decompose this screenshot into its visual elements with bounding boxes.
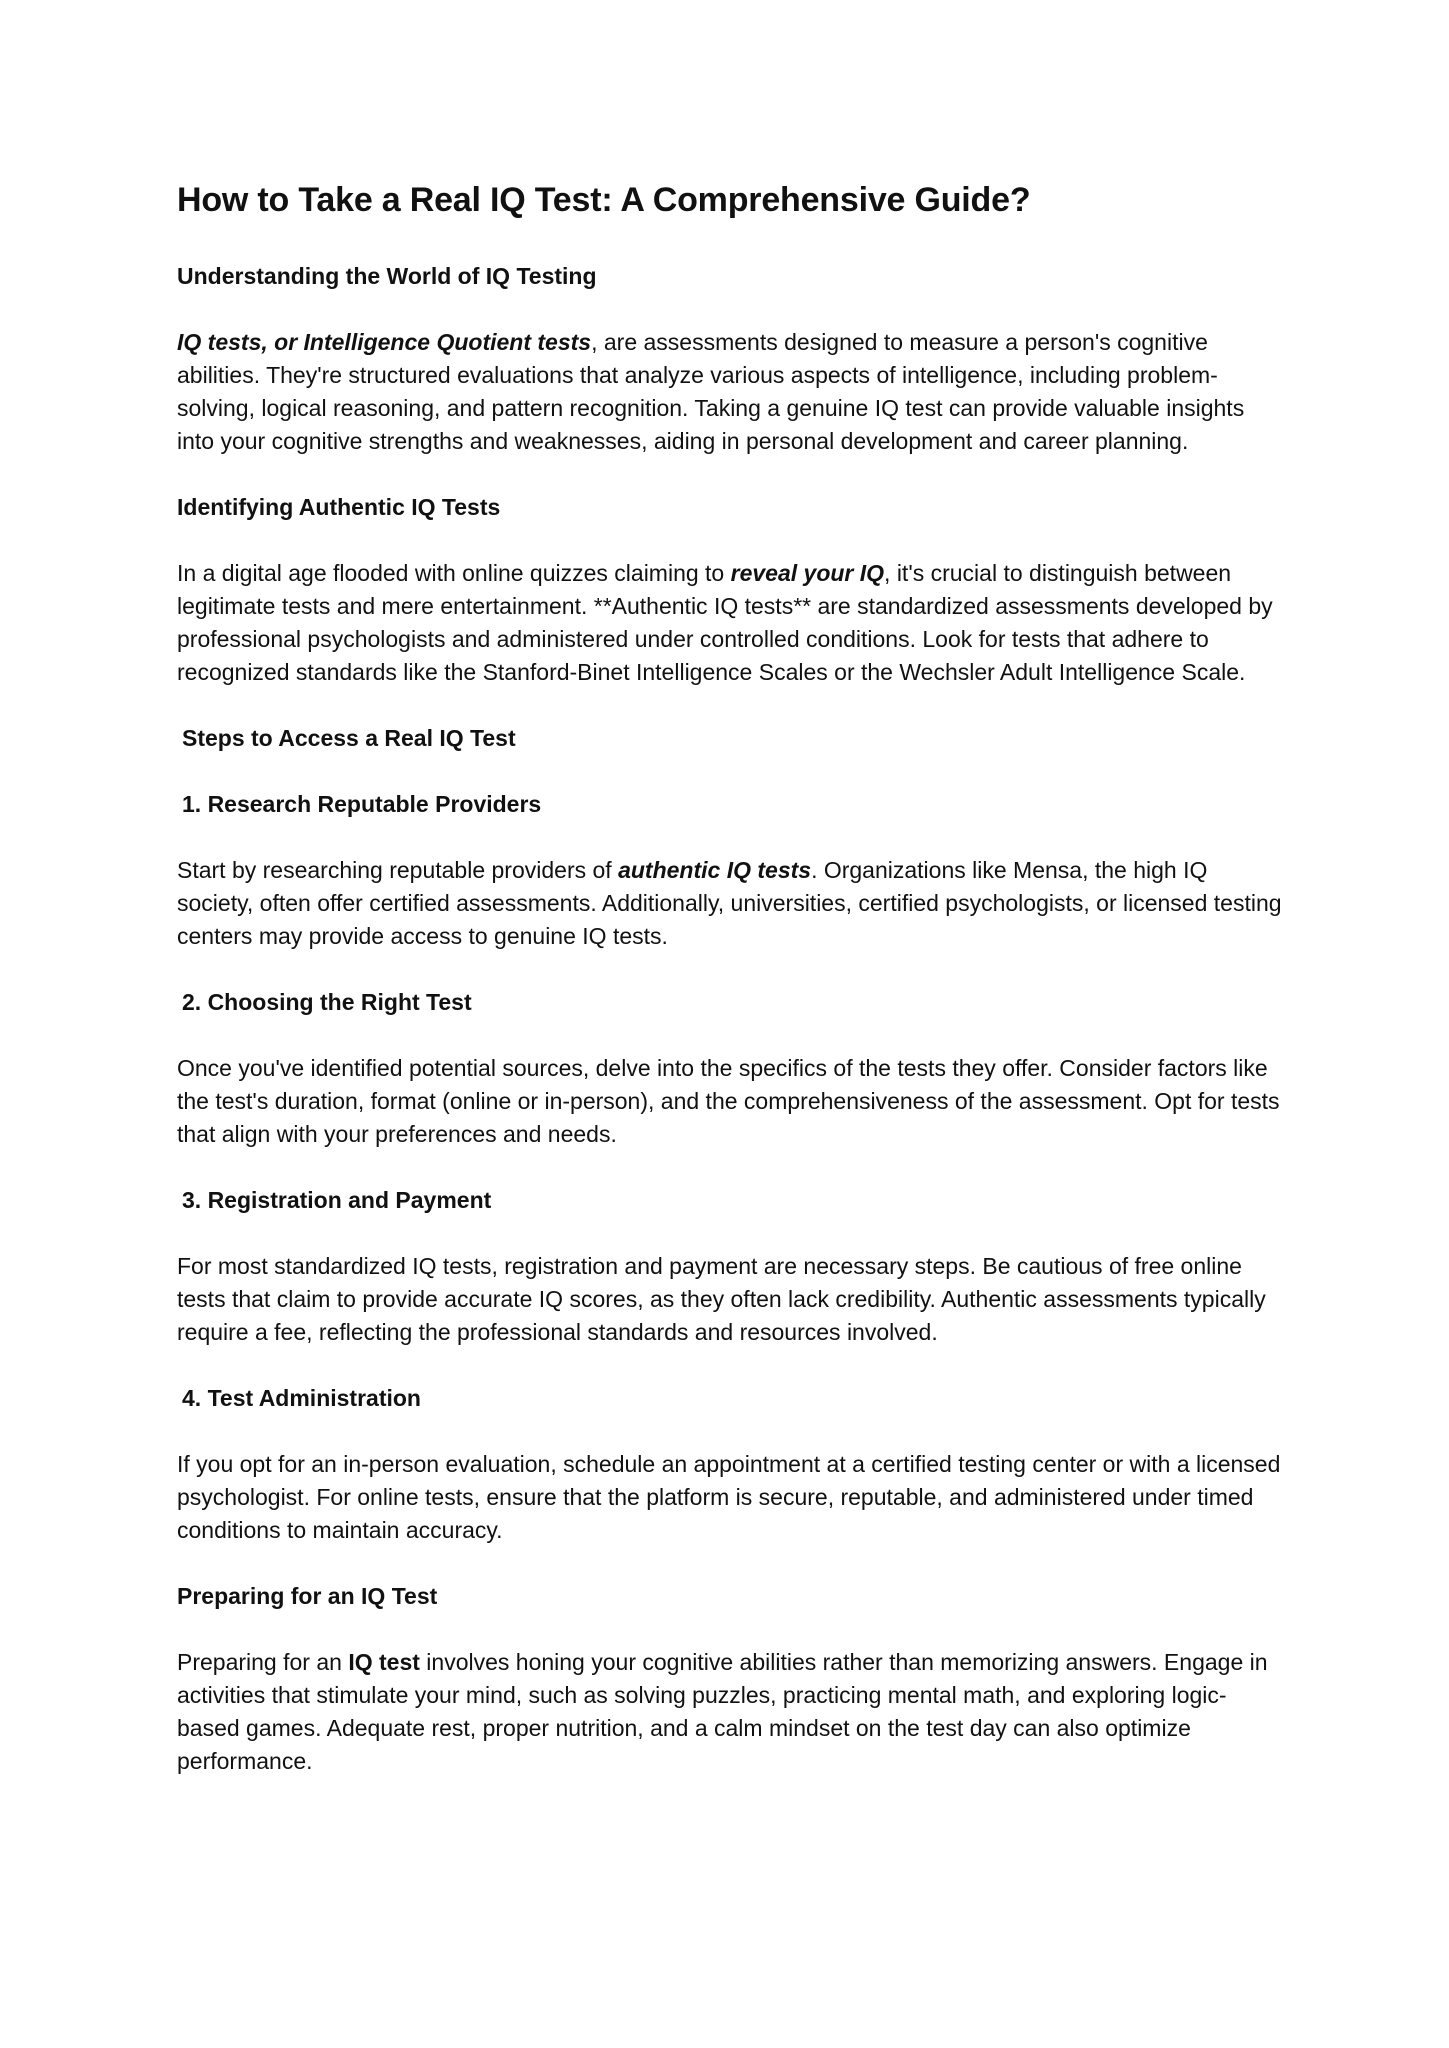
heading-step-3: 3. Registration and Payment [182,1187,492,1213]
heading-step-2: 2. Choosing the Right Test [182,989,472,1015]
emphasis-reveal-your-iq: reveal your IQ [730,560,885,586]
paragraph-preparing-text-end: involves honing your cognitive abilities rather than memorizing answers. Engage in activities that stimulate your mind, such as solving puzzles, practicing mental math, and exploring logic-based games. Adequate rest, proper nutrition, and a calm mindset on the test day can also optimize performance. [177,1649,1268,1774]
paragraph-understanding [177,326,1287,458]
paragraph-understanding-text: , are assessments designed to measure a person's cognitive abilities. They're structured evaluations that analyze various aspects of intelligence, including problem-solving, logical reasoning, and pattern recognition. Taking a genuine IQ test can provide valuable insights into your cognitive strengths and weaknesses, aiding in personal development and career planning. [177,329,1245,454]
heading-understanding: Understanding the World of IQ Testing [177,263,597,289]
heading-identifying: Identifying Authentic IQ Tests [177,494,501,520]
document-title: How to Take a Real IQ Test: A Comprehensive Guide? [177,181,1031,219]
paragraph-step-3: For most standardized IQ tests, registration and payment are necessary steps. Be cautious of free online tests that claim to provide accurate IQ scores, as they often lack credibility. Authentic assessments typically require a fee, reflecting the professional standards and resources involved. [177,1253,1266,1345]
paragraph-preparing-text-start: Preparing for an [177,1649,349,1675]
paragraph-identifying-text-end: , it's crucial to distinguish between legitimate tests and mere entertainment. **Authentic IQ tests** are standardized assessments developed by professional psychologists and administered under controlled conditions. Look for tests that adhere to recognized standards like the Stanford-Binet Intelligence Scales or the Wechsler Adult Intelligence Scale. [177,560,1273,685]
heading-preparing: Preparing for an IQ Test [177,1583,438,1609]
paragraph-step-4: If you opt for an in-person evaluation, schedule an appointment at a certified testing center or with a licensed psychologist. For online tests, ensure that the platform is secure, reputable, and administered under timed conditions to maintain accuracy. [177,1451,1281,1543]
paragraph-preparing [177,1646,1287,1778]
paragraph-step-1-text-start: Start by researching reputable providers of [177,857,619,883]
paragraph-identifying-text-start: In a digital age flooded with online quizzes claiming to [177,560,731,586]
heading-steps: Steps to Access a Real IQ Test [182,725,516,751]
emphasis-authentic-iq-tests: authentic IQ tests [618,857,812,883]
emphasis-iq-tests: IQ tests, or Intelligence Quotient tests [177,329,592,355]
paragraph-step-1 [177,854,1287,953]
paragraph-identifying [177,557,1287,689]
paragraph-step-2: Once you've identified potential sources, delve into the specifics of the tests they offer. Consider factors like the test's duration, format (online or in-person), and the comprehensiveness of the assessment. Opt for tests that align with your preferences and needs. [177,1055,1280,1147]
heading-step-1: 1. Research Reputable Providers [182,791,542,817]
document-content [177,178,1287,1811]
heading-step-4: 4. Test Administration [182,1385,421,1411]
paragraph-step-1-text-end: . Organizations like Mensa, the high IQ society, often offer certified assessments. Additionally, universities, certified psychologists, or licensed testing centers may provide access to genuine IQ tests. [177,857,1282,949]
strong-iq-test: IQ test [348,1649,420,1675]
